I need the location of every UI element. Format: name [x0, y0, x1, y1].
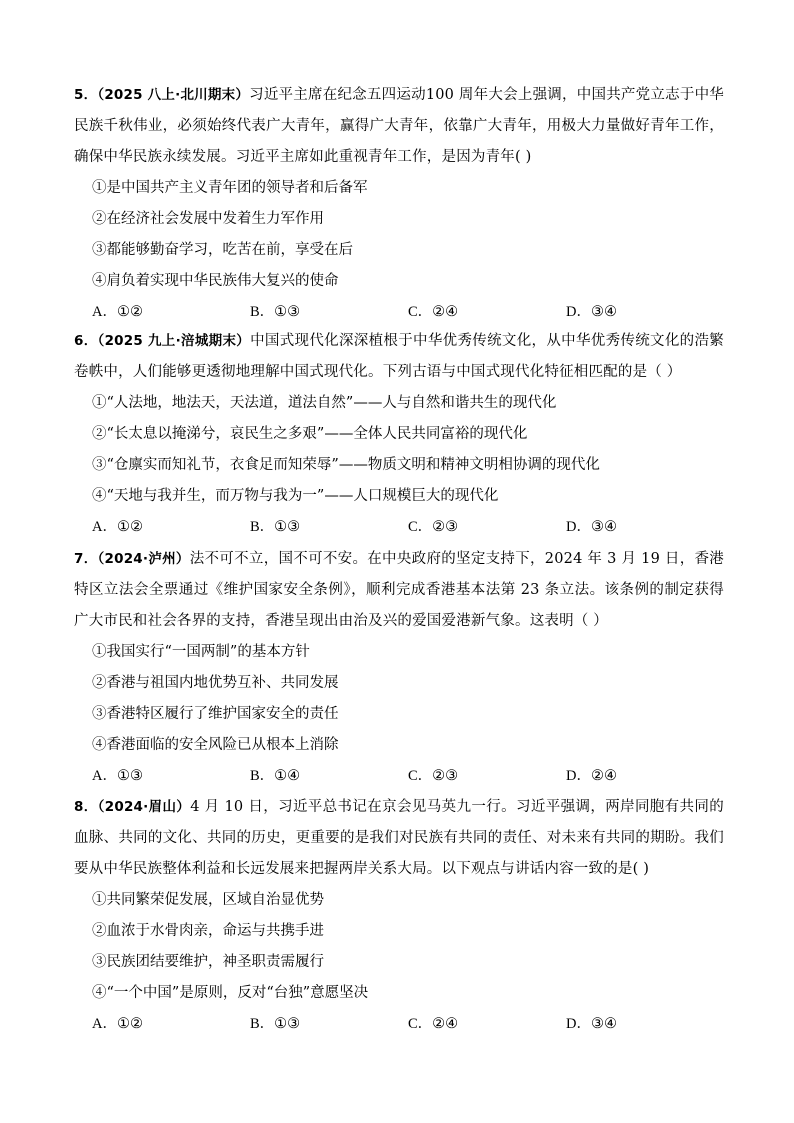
option-letter: B．: [250, 768, 275, 784]
statement-4: ④肩负着实现中华民族伟大复兴的使命: [92, 273, 339, 289]
option-letter: C．: [408, 519, 433, 535]
statement-1: ①“人法地，地法天，天法道，道法自然”——人与自然和谐共生的现代化: [92, 395, 557, 411]
statement-4: ④“一个中国”是原则，反对“台独”意愿坚决: [92, 985, 369, 1001]
answer-options: [74, 512, 724, 543]
question-stem: [74, 544, 724, 637]
statement-1: ①共同繁荣促发展，区域自治显优势: [92, 892, 324, 908]
question-text: 法不可不立，国不可不安。在中央政府的坚定支持下，2024 年 3 月 19 日，香港特区立法会全票通过《维护国家安全条例》，顺利完成香港基本法第 23 条立法。该条例的制定获得广大市民和社会各界的支持，香港呈现出由治及兴的爱国爱港新气象。这表明（ ）: [74, 551, 724, 629]
option-a[interactable]: [92, 512, 250, 543]
option-text: ①③: [274, 1016, 301, 1032]
statement-1: ①是中国共产主义青年团的领导者和后备军: [92, 180, 368, 196]
statement-4: ④香港面临的安全风险已从根本上消除: [92, 737, 339, 753]
statement-1: ①我国实行“一国两制”的基本方针: [92, 644, 310, 660]
option-letter: D．: [566, 304, 591, 320]
question-5: [74, 80, 724, 328]
option-letter: D．: [566, 519, 591, 535]
option-text: ①②: [116, 304, 143, 320]
question-source: （2025 九上·涪城期末）: [97, 333, 251, 349]
option-text: ③④: [590, 519, 617, 535]
question-number: 5．: [74, 87, 98, 103]
option-c[interactable]: [408, 761, 566, 792]
statement-2: ②血浓于水骨肉亲，命运与共携手进: [92, 923, 324, 939]
option-letter: D．: [566, 1016, 591, 1032]
statement-3: ③香港特区履行了维护国家安全的责任: [92, 706, 339, 722]
option-a[interactable]: [92, 761, 250, 792]
option-d[interactable]: [566, 512, 724, 543]
option-text: ②③: [432, 768, 459, 784]
option-c[interactable]: [408, 297, 566, 328]
option-text: ①③: [116, 768, 143, 784]
option-d[interactable]: [566, 1009, 724, 1040]
option-text: ②④: [432, 1016, 459, 1032]
option-text: ①②: [116, 1016, 143, 1032]
option-letter: C．: [408, 304, 433, 320]
option-text: ①②: [116, 519, 143, 535]
question-stem: [74, 80, 724, 173]
option-letter: B．: [250, 1016, 275, 1032]
option-letter: A．: [92, 768, 117, 784]
option-letter: C．: [408, 768, 433, 784]
option-c[interactable]: [408, 1009, 566, 1040]
question-number: 8．: [74, 799, 98, 815]
option-letter: B．: [250, 304, 275, 320]
statement-3: ③“仓廪实而知礼节，衣食足而知荣辱”——物质文明和精神文明相协调的现代化: [92, 457, 600, 473]
option-letter: B．: [250, 519, 275, 535]
question-8: [74, 792, 724, 1040]
statement-2: ②在经济社会发展中发着生力军作用: [92, 211, 324, 227]
statement-3: ③都能够勤奋学习，吃苦在前，享受在后: [92, 242, 353, 258]
statement-2: ②香港与祖国内地优势互补、共同发展: [92, 675, 339, 691]
question-7: [74, 544, 724, 792]
question-number: 7．: [74, 551, 98, 567]
statement-4: ④“天地与我并生，而万物与我为一”——人口规模巨大的现代化: [92, 488, 499, 504]
question-6: [74, 326, 724, 543]
question-stem: [74, 792, 724, 885]
question-source: （2025 八上·北川期末）: [97, 87, 250, 103]
statement-2: ②“长太息以掩涕兮，哀民生之多艰”——全体人民共同富裕的现代化: [92, 426, 528, 442]
answer-options: [74, 297, 724, 328]
option-d[interactable]: [566, 761, 724, 792]
option-b[interactable]: [250, 512, 408, 543]
question-text: 中国式现代化深深植根于中华优秀传统文化，从中华优秀传统文化的浩繁卷帙中，人们能够更透彻地理解中国式现代化。下列古语与中国式现代化特征相匹配的是（ ）: [74, 333, 724, 380]
option-text: ③④: [590, 1016, 617, 1032]
option-text: ②④: [590, 768, 617, 784]
option-b[interactable]: [250, 297, 408, 328]
option-b[interactable]: [250, 1009, 408, 1040]
option-text: ①③: [274, 304, 301, 320]
option-c[interactable]: [408, 512, 566, 543]
option-letter: C．: [408, 1016, 433, 1032]
answer-options: [74, 1009, 724, 1040]
option-text: ②④: [432, 304, 459, 320]
option-letter: A．: [92, 304, 117, 320]
question-stem: [74, 326, 724, 388]
answer-options: [74, 761, 724, 792]
question-text: 4 月 10 日，习近平总书记在京会见马英九一行。习近平强调，两岸同胞有共同的血脉、共同的文化、共同的历史，更重要的是我们对民族有共同的责任、对未来有共同的期盼。我们要从中华民族整体利益和长远发展来把握两岸关系大局。以下观点与讲话内容一致的是( ): [74, 799, 724, 877]
question-source: （2024·泸州）: [97, 551, 190, 567]
option-d[interactable]: [566, 297, 724, 328]
option-a[interactable]: [92, 1009, 250, 1040]
option-letter: A．: [92, 1016, 117, 1032]
question-source: （2024·眉山）: [97, 799, 191, 815]
option-letter: D．: [566, 768, 591, 784]
option-letter: A．: [92, 519, 117, 535]
statement-3: ③民族团结要维护，神圣职责需履行: [92, 954, 324, 970]
question-text: 习近平主席在纪念五四运动100 周年大会上强调，中国共产党立志于中华民族千秋伟业，必须始终代表广大青年，赢得广大青年，依靠广大青年，用极大力量做好青年工作，确保中华民族永续发展。习近平主席如此重视青年工作，是因为青年( ): [74, 87, 725, 165]
option-b[interactable]: [250, 761, 408, 792]
option-text: ②③: [432, 519, 459, 535]
question-number: 6．: [74, 333, 98, 349]
option-text: ①④: [274, 768, 301, 784]
option-text: ③④: [590, 304, 617, 320]
option-text: ①③: [274, 519, 301, 535]
option-a[interactable]: [92, 297, 250, 328]
